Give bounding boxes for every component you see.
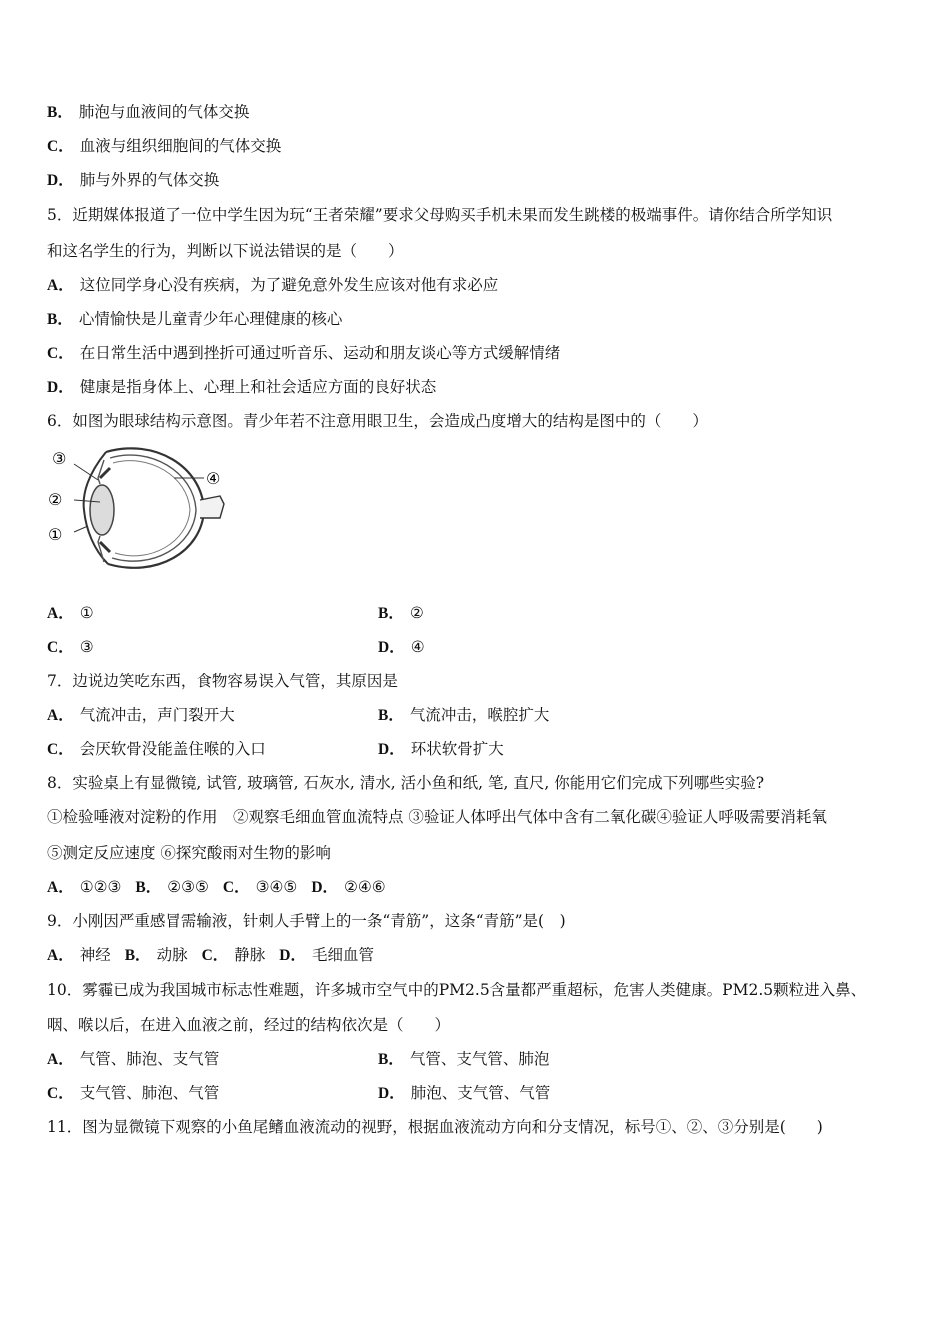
eye-choroid-outline (110, 455, 196, 561)
option-text: ① (79, 604, 94, 622)
label-line-3 (74, 464, 98, 480)
option-text: ② (409, 604, 424, 622)
option-letter: C． (47, 639, 74, 656)
option-text: 气管、肺泡、支气管 (79, 1050, 220, 1068)
q9-options (47, 945, 374, 966)
q5-option-d (47, 377, 436, 398)
q5-stem-line1: 5．近期媒体报道了一位中学生因为玩“王者荣耀”要求父母购买手机未果而发生跳楼的极端事件。请你结合所学知识 (47, 206, 833, 224)
q6-option-c (47, 637, 94, 658)
label-3: ③ (52, 449, 67, 468)
option-text: 神经 (79, 946, 111, 964)
option-letter: A． (47, 707, 74, 724)
label-2: ② (48, 490, 63, 509)
option-text: 静脉 (234, 946, 266, 964)
option-text: ①②③ (79, 878, 122, 896)
option-text: 这位同学身心没有疾病，为了避免意外发生应该对他有求必应 (79, 276, 499, 294)
option-text: 健康是指身体上、心理上和社会适应方面的良好状态 (79, 378, 437, 396)
q10-option-b (378, 1049, 549, 1070)
option-letter: A． (47, 277, 74, 294)
option-text: 气流冲击，声门裂开大 (79, 706, 235, 724)
q5-option-c (47, 343, 560, 364)
option-letter: A． (47, 1051, 74, 1068)
q6-option-a (47, 603, 94, 624)
q9-stem: 9．小刚因严重感冒需输液，针刺人手臂上的一条“青筋”，这条“青筋”是( ) (47, 912, 566, 930)
option-letter: D． (378, 741, 405, 758)
option-text: 支气管、肺泡、气管 (79, 1084, 220, 1102)
q7-option-d (378, 739, 504, 760)
eye-retina-outline (113, 461, 190, 556)
option-text: 毛细血管 (312, 946, 375, 964)
option-letter: B． (135, 879, 162, 896)
option-letter: C． (47, 138, 74, 155)
option-letter: B． (124, 947, 151, 964)
option-letter: D． (378, 1085, 405, 1102)
q4-option-d (47, 170, 219, 191)
q4-option-c (47, 136, 281, 157)
q10-stem-line1: 10．雾霾已成为我国城市标志性难题，许多城市空气中的PM2.5含量都严重超标，危害人类健康。PM2.5颗粒进入鼻、 (47, 981, 867, 999)
q8-stem: 8．实验桌上有显微镜, 试管, 玻璃管, 石灰水, 清水, 活小鱼和纸, 笔, 直尺, 你能用它们完成下列哪些实验? (47, 774, 765, 792)
option-letter: B． (47, 311, 73, 328)
q5-option-a (47, 275, 498, 296)
label-1: ① (48, 525, 63, 544)
q10-option-a (47, 1049, 219, 1070)
q7-option-b (378, 705, 549, 726)
q8-items-line1: ①检验唾液对淀粉的作用 ②观察毛细血管血流特点 ③验证人体呼出气体中含有二氧化碳④验证人呼吸需要消耗氧 (47, 808, 827, 826)
option-text: 动脉 (156, 946, 188, 964)
lens (90, 485, 114, 535)
q8-items-line2: ⑤测定反应速度 ⑥探究酸雨对生物的影响 (47, 844, 331, 862)
option-text: 肺与外界的气体交换 (79, 171, 220, 189)
option-letter: B． (47, 104, 73, 121)
option-letter: B． (378, 1051, 404, 1068)
q7-stem: 7．边说边笑吃东西，食物容易误入气管，其原因是 (47, 672, 398, 690)
option-text: 会厌软骨没能盖住喉的入口 (79, 740, 266, 758)
option-text: ③④⑤ (255, 878, 298, 896)
option-text: ④ (410, 638, 425, 656)
q11-stem: 11．图为显微镜下观察的小鱼尾鳍血液流动的视野，根据血液流动方向和分支情况，标号①、②、③分别是( ) (47, 1118, 823, 1136)
option-letter: C． (47, 1085, 74, 1102)
q5-stem-line2: 和这名学生的行为，判断以下说法错误的是（ ） (47, 242, 404, 260)
option-letter: D． (311, 879, 339, 896)
option-text: ②④⑥ (344, 878, 386, 896)
q10-option-c (47, 1083, 219, 1104)
eye-sclera-outline (106, 448, 204, 567)
option-text: ③ (79, 638, 94, 656)
q6-option-d (378, 637, 425, 658)
option-text: 气管、支气管、肺泡 (409, 1050, 550, 1068)
option-letter: C． (201, 947, 229, 964)
label-4: ④ (206, 469, 221, 488)
option-letter: C． (47, 741, 74, 758)
q10-option-d (378, 1083, 550, 1104)
q8-options (47, 877, 386, 898)
option-letter: A． (47, 605, 74, 622)
option-text: 在日常生活中遇到挫折可通过听音乐、运动和朋友谈心等方式缓解情绪 (79, 344, 561, 362)
option-text: ②③⑤ (167, 878, 209, 896)
option-text: 血液与组织细胞间的气体交换 (79, 137, 282, 155)
option-letter: A． (47, 947, 74, 964)
option-text: 环状软骨扩大 (410, 740, 504, 758)
option-letter: D． (47, 379, 74, 396)
option-letter: B． (378, 605, 404, 622)
option-text: 心情愉快是儿童青少年心理健康的核心 (78, 310, 343, 328)
q10-stem-line2: 咽、喉以后，在进入血液之前，经过的结构依次是（ ） (47, 1016, 451, 1034)
q7-option-a (47, 705, 235, 726)
label-line-1 (74, 526, 88, 532)
q5-option-b (47, 309, 342, 330)
option-letter: B． (378, 707, 404, 724)
option-text: 气流冲击，喉腔扩大 (409, 706, 550, 724)
q6-option-b (378, 603, 424, 624)
option-letter: C． (47, 345, 74, 362)
q7-option-c (47, 739, 266, 760)
eye-structure-diagram (44, 444, 234, 576)
option-letter: A． (47, 879, 74, 896)
option-letter: C． (222, 879, 250, 896)
q6-stem: 6．如图为眼球结构示意图。青少年若不注意用眼卫生，会造成凸度增大的结构是图中的（ ） (47, 412, 708, 430)
option-text: 肺泡、支气管、气管 (410, 1084, 551, 1102)
optic-nerve (200, 496, 224, 518)
q4-option-b (47, 102, 249, 123)
option-text: 肺泡与血液间的气体交换 (78, 103, 250, 121)
option-letter: D． (47, 172, 74, 189)
option-letter: D． (279, 947, 306, 964)
option-letter: D． (378, 639, 405, 656)
